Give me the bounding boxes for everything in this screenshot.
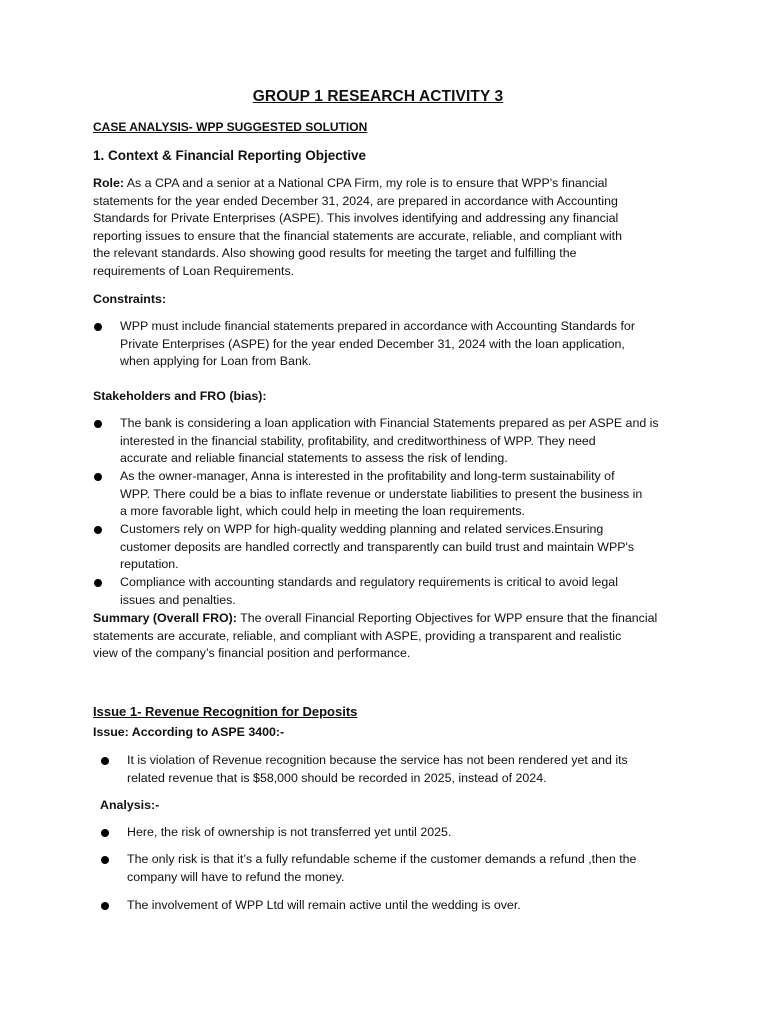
list-item-line: WPP must include financial statements prepared in accordance with Accounting Standards for: [120, 319, 635, 333]
bullet-icon: [94, 420, 102, 428]
list-item-text: [127, 824, 451, 842]
list-item-line: The bank is considering a loan application with Financial Statements prepared as per ASPE and is: [120, 416, 659, 430]
list-item-line: a more favorable light, which could help in meeting the loan requirements.: [120, 504, 525, 519]
role-text: As a CPA and a senior at a National CPA Firm, my role is to ensure that WPP's financial: [123, 176, 608, 190]
bullet-icon: [101, 757, 109, 765]
summary-line: statements are accurate, reliable, and compliant with ASPE, providing a transparent and realistic: [93, 628, 622, 643]
bullet-icon: [101, 829, 109, 837]
list-item-line: interested in the financial stability, profitability, and creditworthiness of WPP. They need: [120, 433, 596, 448]
list-item-text: [120, 574, 618, 609]
list-item-text: [127, 897, 521, 915]
issue-1-subheading-text: Issue: According to ASPE 3400:-: [93, 725, 285, 739]
analysis-label: Analysis:-: [100, 798, 160, 812]
list-item-text: [120, 521, 634, 574]
document-title: GROUP 1 RESEARCH ACTIVITY 3: [252, 88, 504, 105]
list-item-line: issues and penalties.: [120, 592, 236, 607]
list-item-text: [120, 318, 635, 371]
list-item-line: accurate and reliable financial statements to assess the risk of lending.: [120, 451, 508, 466]
constraints-label: Constraints:: [93, 292, 166, 306]
role-line: the relevant standards. Also showing good results for meeting the target and fulfilling the: [93, 246, 577, 261]
summary-line: view of the company’s financial position and performance.: [93, 646, 411, 661]
list-item-text: [127, 752, 628, 787]
list-item-line: Compliance with accounting standards and regulatory requirements is critical to avoid legal: [120, 575, 618, 589]
list-item-line: The only risk is that it’s a fully refundable scheme if the customer demands a refund ,then the: [127, 852, 637, 866]
role-line: requirements of Loan Requirements.: [93, 263, 295, 278]
role-paragraph: [93, 175, 673, 281]
list-item-line: related revenue that is $58,000 should be recorded in 2025, instead of 2024.: [127, 770, 547, 785]
list-item-line: It is violation of Revenue recognition because the service has not been rendered yet and its: [127, 753, 628, 767]
summary-text: The overall Financial Reporting Objectives for WPP ensure that the financial: [236, 611, 658, 625]
role-line: Standards for Private Enterprises (ASPE). This involves identifying and addressing any financial: [93, 211, 619, 226]
list-item-line: Customers rely on WPP for high-quality wedding planning and related services.Ensuring: [120, 522, 604, 536]
list-item-line: As the owner-manager, Anna is interested in the profitability and long-term sustainability of: [120, 469, 615, 483]
bullet-icon: [94, 323, 102, 331]
list-item-text: [120, 468, 642, 521]
bullet-icon: [94, 473, 102, 481]
list-item-text: [120, 415, 659, 468]
constraints-heading: [93, 291, 673, 309]
summary-paragraph: [93, 610, 673, 663]
stakeholders-heading: [93, 388, 673, 406]
list-item-line: when applying for Loan from Bank.: [120, 354, 312, 369]
list-item-line: customer deposits are handled correctly and transparently can build trust and maintain WPP's: [120, 539, 635, 554]
list-item-line: company will have to refund the money.: [127, 869, 345, 884]
role-line: [93, 175, 673, 193]
case-heading: CASE ANALYSIS- WPP SUGGESTED SOLUTION: [93, 120, 368, 134]
role-line: reporting issues to ensure that the financial statements are accurate, reliable, and compliant with: [93, 228, 622, 243]
bullet-icon: [94, 526, 102, 534]
analysis-heading: [100, 797, 680, 815]
bullet-icon: [101, 856, 109, 864]
list-item-line: reputation.: [120, 557, 179, 572]
list-item-line: The involvement of WPP Ltd will remain active until the wedding is over.: [127, 898, 521, 912]
issue-1-title: Issue 1- Revenue Recognition for Deposits: [93, 704, 358, 719]
summary-label: Summary (Overall FRO):: [93, 611, 237, 625]
role-line: statements for the year ended December 31, 2024, are prepared in accordance with Accounting: [93, 193, 618, 208]
section-heading-context: 1. Context & Financial Reporting Objective: [93, 148, 367, 163]
summary-line: [93, 610, 673, 628]
list-item-line: Private Enterprises (ASPE) for the year ended December 31, 2024 with the loan application,: [120, 336, 625, 351]
list-item-line: WPP. There could be a bias to inflate revenue or understate liabilities to present the business in: [120, 486, 643, 501]
bullet-icon: [101, 902, 109, 910]
stakeholders-label: Stakeholders and FRO (bias):: [93, 389, 267, 403]
bullet-icon: [94, 579, 102, 587]
role-label: Role:: [93, 176, 124, 190]
list-item-text: [127, 851, 636, 886]
issue-1-subheading: [93, 724, 673, 742]
list-item-line: Here, the risk of ownership is not transferred yet until 2025.: [127, 825, 452, 839]
